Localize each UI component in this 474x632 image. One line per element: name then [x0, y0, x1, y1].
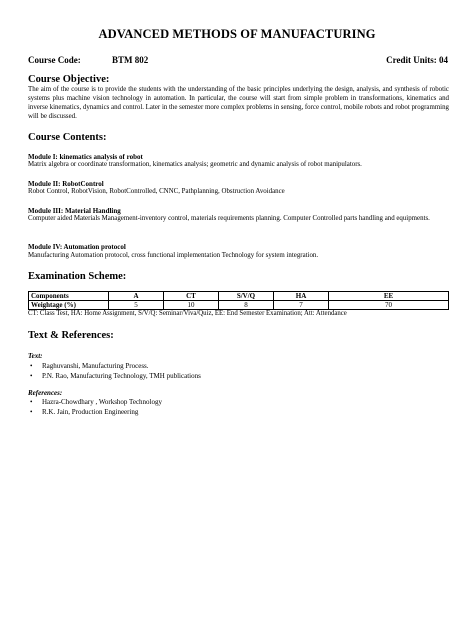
exam-scheme-table: [28, 291, 449, 310]
bullet-icon: •: [30, 362, 33, 370]
module-2-title: Module II: RobotControl: [28, 180, 104, 188]
references-label: References:: [28, 389, 63, 397]
module-2-text: Robot Control, RobotVision, RobotControlled, CNNC, Pathplanning, Obstruction Avoidance: [28, 188, 285, 195]
course-info-row: [28, 55, 448, 69]
table-header-row: [29, 292, 449, 301]
table-header-cell: HA: [274, 292, 329, 301]
table-header-cell: Components: [29, 292, 109, 301]
text-books-label: Text:: [28, 352, 43, 360]
table-header-cell: EE: [329, 292, 449, 301]
table-header-cell: A: [109, 292, 164, 301]
objective-text: The aim of the course is to provide the students with the understanding of the basic principles underlying the design, analysis, and synthesis of robotic systems plus machine vision technology in automation. In particular, the course will start from simple problem in transformations, kinematics and inverse kinematics, dynamics and control. Later in the semester more complex problems in sensing, force control, mobile robots and robot programming will be discussed.: [28, 86, 449, 120]
list-item: • P.N. Rao, Manufacturing Technology, TMH publications: [30, 371, 201, 380]
course-code-value: BTM 802: [112, 55, 149, 65]
exam-abbreviation-note: CT: Class Test, HA: Home Assignment, S/V/Q: Seminar/Viva/Quiz, EE: End Semester Examination; Att: Attendance: [28, 310, 347, 317]
module-4-title: Module IV: Automation protocol: [28, 243, 126, 251]
table-cell: 5: [109, 301, 164, 310]
table-cell: 8: [219, 301, 274, 310]
module-1-text: Matrix algebra or coordinate transformation, kinematics analysis; geometric and dynamic analysis of robot manipulators.: [28, 161, 362, 168]
contents-heading: Course Contents:: [28, 132, 107, 143]
table-cell: 7: [274, 301, 329, 310]
bullet-icon: •: [30, 407, 33, 416]
objective-heading: Course Objective:: [28, 74, 110, 85]
module-1-title: Module I: kinematics analysis of robot: [28, 153, 143, 161]
table-header-cell: S/V/Q: [219, 292, 274, 301]
list-item: • Hazra-Chowdhary , Workshop Technology: [30, 398, 162, 406]
references-heading: Text & References:: [28, 330, 114, 341]
references-list: [28, 398, 162, 417]
module-3-title: Module III: Material Handling: [28, 207, 121, 215]
table-cell: 10: [164, 301, 219, 310]
bullet-icon: •: [30, 371, 33, 380]
list-item: • Raghuvanshi, Manufacturing Process.: [30, 362, 149, 370]
credit-units: Credit Units: 04: [386, 55, 448, 65]
table-row-label: Weightage (%): [29, 301, 109, 310]
module-3-text: Computer aided Materials Management-inventory control, materials requirements planning. Computer Controlled parts handling and equipments.: [28, 215, 430, 222]
exam-heading: Examination Scheme:: [28, 271, 127, 282]
list-item: • R.K. Jain, Production Engineering: [30, 407, 139, 416]
table-row: [29, 301, 449, 310]
module-4-text: Manufacturing Automation protocol, cross functional implementation Technology for system integration.: [28, 252, 319, 259]
table-header-cell: CT: [164, 292, 219, 301]
text-books-list: [28, 362, 201, 381]
bullet-icon: •: [30, 398, 33, 406]
document-title: ADVANCED METHODS OF MANUFACTURING: [98, 27, 376, 41]
course-code-label: Course Code:: [28, 55, 81, 65]
table-cell: 70: [329, 301, 449, 310]
